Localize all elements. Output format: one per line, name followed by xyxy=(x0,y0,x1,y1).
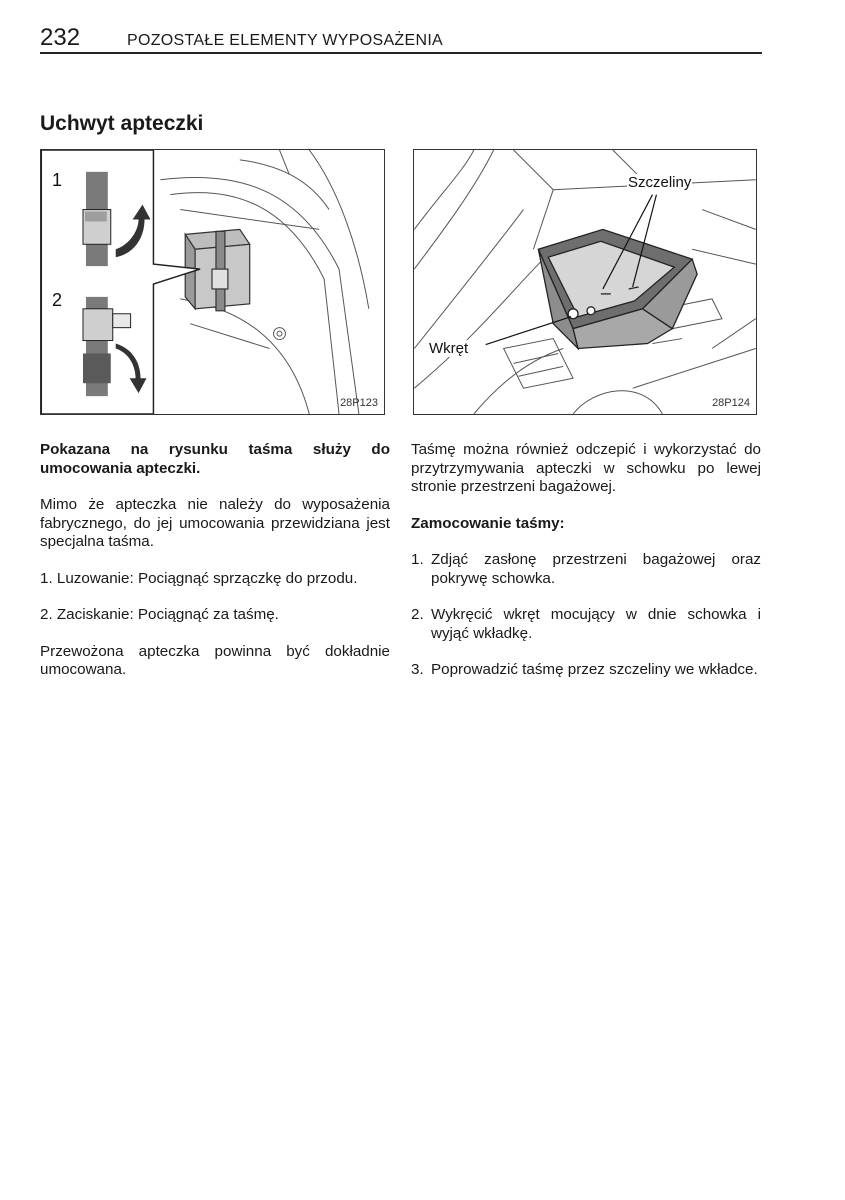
right-column xyxy=(411,441,761,698)
page-number: 232 xyxy=(40,24,81,51)
subheading: Zamocowanie taśmy: xyxy=(411,514,565,532)
section-title: Uchwyt apteczki xyxy=(40,112,204,135)
list-item: 2. Zaciskanie: Pociągnąć za taśmę. xyxy=(40,606,279,623)
paragraph: Przewożona apteczka powinna być dokładnie umocowana. xyxy=(40,642,390,678)
paragraph: Taśmę można również odczepić i wykorzystać do przytrzymywania apteczki w schowku po lewej stronie przestrzeni bagażowej. xyxy=(411,441,761,495)
strap-buckle-illustration xyxy=(41,150,384,414)
list-item: 1. Luzowanie: Pociągnąć sprzączkę do przodu. xyxy=(40,569,358,587)
step-text: Poprowadzić taśmę przez szczeliny we wkładce. xyxy=(431,661,758,678)
step-text: Zdjąć zasłonę przestrzeni bagażowej oraz pokrywę schowka. xyxy=(431,551,761,587)
chapter-title: POZOSTAŁE ELEMENTY WYPOSAŻENIA xyxy=(127,32,444,49)
page-header xyxy=(40,24,762,54)
screw-label: Wkręt xyxy=(429,340,469,357)
left-column xyxy=(40,441,390,698)
figure-code: 28P124 xyxy=(712,397,750,409)
compartment-insert-illustration xyxy=(414,150,756,414)
list-item xyxy=(411,661,761,680)
step-number: 2. xyxy=(411,606,424,623)
step-text: Wykręcić wkręt mocujący w dnie schowka i wyjąć wkładkę. xyxy=(431,606,761,642)
list-item xyxy=(411,606,761,643)
step-1-label: 1 xyxy=(52,170,63,190)
figure-code: 28P123 xyxy=(340,397,378,409)
figure-strap-buckle xyxy=(40,149,385,415)
step-number: 1. xyxy=(411,551,424,568)
step-2-label: 2 xyxy=(52,290,63,310)
intro-paragraph: Pokazana na rysunku taśma służy do umocowania apteczki. xyxy=(40,441,390,477)
list-item xyxy=(411,551,761,588)
paragraph: Mimo że apteczka nie należy do wyposażenia fabrycznego, do jej umocowania przewidziana jest specjalna taśma. xyxy=(40,496,390,550)
steps-list xyxy=(411,551,761,680)
figure-compartment-insert xyxy=(413,149,757,415)
slots-label: Szczeliny xyxy=(628,174,692,191)
step-number: 3. xyxy=(411,661,424,678)
